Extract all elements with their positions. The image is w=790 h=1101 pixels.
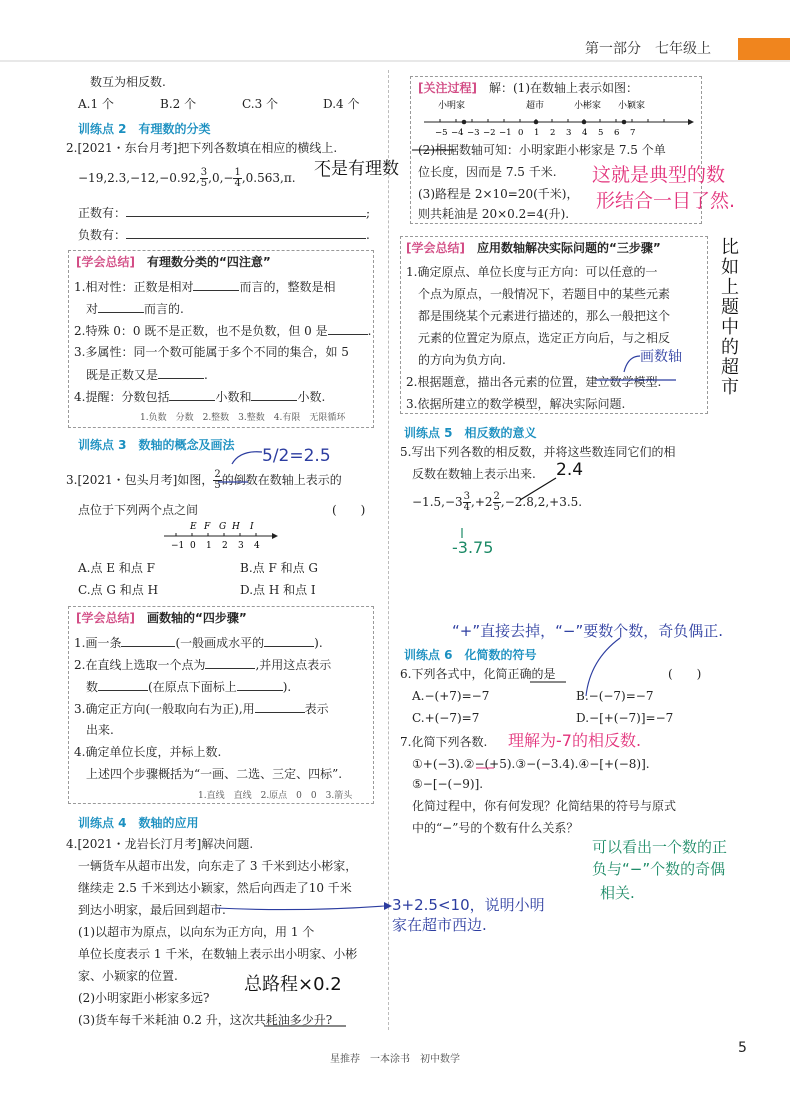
axis-tick-1: 1	[206, 541, 212, 551]
q7-line-3: ⑤−[−(−9)].	[412, 777, 484, 791]
q7-line-1: 7.化简下列各数.	[400, 735, 488, 749]
hw-sign-parity-1: 可以看出一个数的正	[592, 838, 728, 856]
box3-line-3: 位长度，因而是 7.5 千米.	[418, 165, 557, 179]
box2-line-4: 3.确定正方向(一般取向右为正),用 表示	[74, 702, 329, 716]
svg-text:−2: −2	[483, 128, 496, 138]
svg-text:5: 5	[598, 128, 604, 138]
svg-text:2: 2	[550, 128, 556, 138]
q2-frac-1: $\frac{3}{5}$	[200, 167, 208, 189]
hw-west-note-1: 3+2.5<10，说明小明	[392, 896, 545, 914]
axis-tick-0: 0	[190, 541, 196, 551]
axis-label-E: E	[190, 522, 197, 532]
hw-sign-rule: “+”直接去掉，“−”要数个数，奇负偶正.	[452, 622, 723, 640]
box4-line-4: 元素的位置定为原点，选定正方向后，与之相反	[418, 331, 671, 345]
q4-line-9: (3)货车每千米耗油 0.2 升，这次共耗油多少升?	[78, 1013, 333, 1027]
axis-label-I: I	[250, 522, 254, 532]
q3-option-b: B.点 F 和点 G	[240, 561, 318, 575]
hw-total-distance: 总路程×0.2	[244, 974, 342, 995]
label-supermarket: 超市	[526, 101, 545, 111]
q2-stem: 2.[2021・东台月考]把下列各数填在相应的横线上.	[66, 141, 338, 155]
box2-line-5: 出来.	[86, 723, 114, 737]
q5-line-2: 反数在数轴上表示出来.	[412, 467, 536, 481]
svg-text:6: 6	[614, 128, 620, 138]
svg-text:−1: −1	[499, 128, 512, 138]
q7-line-5: 中的“−”号的个数有什么关系？	[412, 821, 579, 835]
hw-typical-note-2: 形结合一目了然.	[596, 190, 736, 212]
q2-frac-2: $\frac{1}{4}$	[234, 167, 241, 189]
box2-line-3: 数 (在原点下面标上 ).	[86, 680, 292, 694]
box3-line-2: (2)根据数轴可知：小明家距小彬家是 7.5 个单	[418, 143, 666, 157]
q4-line-2: 一辆货车从超市出发，向东走了 3 千米到达小彬家，	[78, 859, 358, 873]
box2-header: [学会总结] 画数轴的“四步骤”	[76, 611, 247, 625]
box2-answers: 1.直线 直线 2.原点 0 0 3.箭头	[198, 791, 353, 801]
box1-line-3: 2.特殊 0：0 既不是正数，也不是负数，但 0 是 .	[74, 324, 372, 338]
q1-option-c: C.3 个	[242, 97, 279, 111]
axis-tick-m1: −1	[171, 541, 185, 551]
axis-tick-2: 2	[222, 541, 228, 551]
box3-line-4: (3)路程是 2×10=20(千米)，	[418, 187, 579, 201]
svg-text:−4: −4	[451, 128, 464, 138]
box1-line-2: 对 而言的.	[86, 302, 184, 316]
box4-header: [学会总结] 应用数轴解决实际问题的“三步骤”	[406, 241, 661, 255]
svg-text:0: 0	[518, 128, 524, 138]
box4-line-3: 都是围绕某个元素进行描述的，那么一般把这个	[418, 309, 671, 323]
page-footer: 星推荐 一本涂书 初中数学	[330, 1054, 460, 1065]
page-header-title: 第一部分 七年级上	[585, 41, 711, 57]
q1-option-d: D.4 个	[323, 97, 360, 111]
axis-label-F: F	[204, 522, 211, 532]
box4-line-5: 的方向为负方向.	[418, 353, 506, 367]
svg-text:−5: −5	[435, 128, 448, 138]
axis-tick-4: 4	[254, 541, 260, 551]
label-xiaobin-home: 小彬家	[574, 101, 602, 111]
box1-header: [学会总结] 有理数分类的“四注意”	[76, 255, 271, 269]
label-xiaoming-home: 小明家	[438, 101, 466, 111]
q4-line-8: (2)小明家距小彬家多远?	[78, 991, 210, 1005]
q3-option-a: A.点 E 和点 F	[78, 561, 156, 575]
q7-line-4: 化简过程中，你有何发现？化简结果的符号与原式	[412, 799, 677, 813]
hw-reciprocal-value: 5/2=2.5	[262, 446, 331, 466]
svg-text:4: 4	[582, 128, 588, 138]
box2-line-2: 2.在直线上选取一个点为 ,并用这点表示	[74, 658, 332, 672]
q5-numbers: −1.5,−3 $\frac{3}{4}$ ,+2 $\frac{2}{5}$ ,−2.8,2,+3.5.	[412, 491, 583, 513]
hw-not-rational: 不是有理数	[314, 159, 399, 179]
q7-line-2: ①+(−3).②−(+5).③−(−3.4).④−[+(−8)].	[412, 757, 650, 771]
svg-text:−3: −3	[467, 128, 480, 138]
hw-side-note: 比如上题中的超市	[721, 237, 739, 398]
hw-understand-note: 理解为-7的相反数.	[508, 731, 642, 750]
axis-tick-3: 3	[238, 541, 244, 551]
hw-sign-parity-3: 相关.	[600, 884, 635, 902]
page-number: 5	[738, 1040, 747, 1056]
q4-line-6: 单位长度表示 1 千米，在数轴上表示出小明家、小彬	[78, 947, 358, 961]
section-title-5: 训练点 5 相反数的意义	[404, 426, 537, 440]
q4-line-7: 家、小颖家的位置.	[78, 969, 178, 983]
svg-text:3: 3	[566, 128, 572, 138]
box4-line-2: 个点为原点，一般情况下，若题目中的某些元素	[418, 287, 671, 301]
box2-line-6: 4.确定单位长度，并标上数.	[74, 745, 222, 759]
q2-nums-a: −19,2.3,−12,−0.92,	[78, 171, 200, 185]
svg-text:1: 1	[534, 128, 540, 138]
section-title-2: 训练点 2 有理数的分类	[78, 122, 211, 136]
box4-line-6: 2.根据题意，描出各元素的位置，建立数学模型.	[406, 375, 662, 389]
q4-line-3: 继续走 2.5 千米到达小颖家，然后向西走了10 千米	[78, 881, 352, 895]
q6-option-a: A.−(+7)=−7	[412, 689, 490, 703]
axis-label-G: G	[219, 522, 227, 532]
hw-draw-axis: 画数轴	[640, 349, 682, 365]
box2-line-7: 上述四个步骤概括为“一画、二选、三定、四标”.	[86, 767, 343, 781]
box1-line-1: 1.相对性：正数是相对 而言的，整数是相	[74, 280, 336, 294]
q1-tail: 数互为相反数.	[90, 75, 166, 89]
box3-header: [关注过程] 解：(1)在数轴上表示如图：	[418, 81, 638, 95]
q1-option-b: B.2 个	[160, 97, 197, 111]
q6-option-c: C.+(−7)=7	[412, 711, 480, 725]
q1-option-a: A.1 个	[78, 97, 114, 111]
hw-sign-parity-2: 负与“−”个数的奇偶	[592, 860, 726, 878]
section-title-4: 训练点 4 数轴的应用	[78, 816, 199, 830]
q6-answer-paren[interactable]: ( )	[668, 667, 702, 681]
q6-option-b: B.−(−7)=−7	[576, 689, 654, 703]
q6-option-d: D.−[+(−7)]=−7	[576, 711, 674, 725]
section-title-6: 训练点 6 化简数的符号	[404, 648, 537, 662]
hw-opposite-2-4: 2.4	[556, 460, 584, 480]
label-xiaoying-home: 小颖家	[618, 101, 646, 111]
svg-text:7: 7	[630, 128, 636, 138]
q6-stem: 6.下列各式中，化简正确的是	[400, 667, 556, 681]
box4-line-7: 3.依据所建立的数学模型，解决实际问题.	[406, 397, 626, 411]
box1-line-5: 既是正数又是 .	[86, 368, 208, 382]
box1-line-4: 3.多属性：同一个数可能属于多个不同的集合，如 5	[74, 345, 349, 359]
box1-answers: 1.负数 分数 2.整数 3.整数 4.有限 无限循环	[140, 413, 346, 423]
q4-line-4: 到达小明家，最后回到超市.	[78, 903, 226, 917]
q5-line-1: 5.写出下列各数的相反数，并将这些数连同它们的相	[400, 445, 676, 459]
q3-stem: 3.[2021・包头月考]如图， $\frac{2}{5}$ 的倒数在数轴上表示的	[66, 469, 342, 491]
q3-option-c: C.点 G 和点 H	[78, 583, 159, 597]
box1-line-6: 4.提醒：分数包括 小数和 小数.	[74, 390, 326, 404]
q2-positive-line: 正数有： ;	[78, 206, 371, 220]
hw-opposite-3-75: -3.75	[452, 538, 494, 557]
hw-west-note-2: 家在超市西边.	[392, 916, 487, 934]
q3-stem-2: 点位于下列两个点之间	[78, 503, 199, 517]
axis-label-H: H	[232, 522, 240, 532]
box2-line-1: 1.画一条 (一般画成水平的 ).	[74, 636, 323, 650]
q2-negative-line: 负数有： .	[78, 228, 370, 242]
box3-line-5: 则共耗油是 20×0.2=4(升).	[418, 207, 570, 221]
q3-answer-paren[interactable]: ( )	[332, 503, 366, 517]
section-title-3: 训练点 3 数轴的概念及画法	[78, 438, 235, 452]
q2-nums-c: ,0.563,π.	[241, 171, 296, 185]
q3-option-d: D.点 H 和点 I	[240, 583, 316, 597]
q4-line-1: 4.[2021・龙岩长汀月考]解决问题.	[66, 837, 254, 851]
q2-nums-b: ,0,−	[208, 171, 234, 185]
q4-line-5: (1)以超市为原点，以向东为正方向，用 1 个	[78, 925, 315, 939]
hw-typical-note-1: 这就是典型的数	[592, 164, 726, 186]
box4-line-1: 1.确定原点、单位长度与正方向：可以任意的一	[406, 265, 658, 279]
